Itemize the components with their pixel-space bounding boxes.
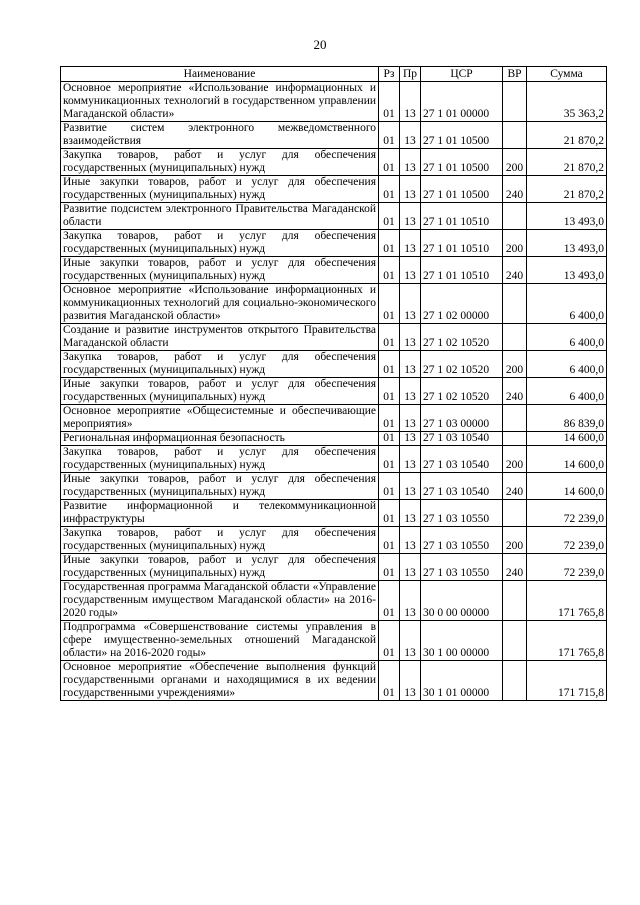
table-row <box>61 554 607 581</box>
cell-rz: 01 <box>379 176 400 203</box>
cell-rz: 01 <box>379 473 400 500</box>
cell-rz: 01 <box>379 661 400 701</box>
cell-sum: 171 715,8 <box>527 661 607 701</box>
cell-rz: 01 <box>379 122 400 149</box>
cell-csr: 27 1 01 10510 <box>421 203 503 230</box>
cell-csr: 27 1 03 10540 <box>421 432 503 446</box>
cell-name: Закупка товаров, работ и услуг для обеспечения государственных (муниципальных) нужд <box>61 230 379 257</box>
cell-pr: 13 <box>400 82 421 122</box>
cell-rz: 01 <box>379 378 400 405</box>
cell-csr: 27 1 01 10510 <box>421 230 503 257</box>
table-row <box>61 473 607 500</box>
cell-pr: 13 <box>400 378 421 405</box>
header-vr: ВР <box>503 67 527 82</box>
cell-vr: 200 <box>503 149 527 176</box>
cell-csr: 27 1 03 00000 <box>421 405 503 432</box>
cell-vr: 240 <box>503 473 527 500</box>
table-row <box>61 122 607 149</box>
cell-csr: 27 1 02 10520 <box>421 378 503 405</box>
cell-name: Закупка товаров, работ и услуг для обеспечения государственных (муниципальных) нужд <box>61 446 379 473</box>
cell-pr: 13 <box>400 500 421 527</box>
cell-name: Региональная информационная безопасность <box>61 432 379 446</box>
cell-pr: 13 <box>400 432 421 446</box>
cell-name: Закупка товаров, работ и услуг для обеспечения государственных (муниципальных) нужд <box>61 351 379 378</box>
cell-csr: 27 1 03 10550 <box>421 500 503 527</box>
cell-rz: 01 <box>379 581 400 621</box>
cell-sum: 72 239,0 <box>527 500 607 527</box>
cell-vr <box>503 581 527 621</box>
cell-name: Закупка товаров, работ и услуг для обеспечения государственных (муниципальных) нужд <box>61 149 379 176</box>
cell-sum: 72 239,0 <box>527 554 607 581</box>
cell-name: Государственная программа Магаданской области «Управление государственным имуществом Магаданской области» на 2016-2020 годы» <box>61 581 379 621</box>
cell-sum: 14 600,0 <box>527 446 607 473</box>
cell-csr: 27 1 02 10520 <box>421 351 503 378</box>
cell-rz: 01 <box>379 324 400 351</box>
cell-sum: 13 493,0 <box>527 203 607 230</box>
cell-rz: 01 <box>379 257 400 284</box>
cell-pr: 13 <box>400 554 421 581</box>
table-row <box>61 257 607 284</box>
cell-csr: 27 1 01 10510 <box>421 257 503 284</box>
cell-vr <box>503 324 527 351</box>
cell-vr: 240 <box>503 378 527 405</box>
table-row <box>61 378 607 405</box>
cell-pr: 13 <box>400 230 421 257</box>
cell-pr: 13 <box>400 284 421 324</box>
cell-csr: 27 1 02 10520 <box>421 324 503 351</box>
cell-name: Развитие информационной и телекоммуникационной инфраструктуры <box>61 500 379 527</box>
table-row <box>61 581 607 621</box>
cell-rz: 01 <box>379 203 400 230</box>
cell-pr: 13 <box>400 527 421 554</box>
cell-vr: 240 <box>503 554 527 581</box>
cell-vr <box>503 122 527 149</box>
table-row <box>61 527 607 554</box>
cell-name: Основное мероприятие «Использование информационных и коммуникационных технологий в государственном управлении Магаданской области» <box>61 82 379 122</box>
cell-sum: 21 870,2 <box>527 149 607 176</box>
cell-name: Иные закупки товаров, работ и услуг для обеспечения государственных (муниципальных) нужд <box>61 176 379 203</box>
cell-vr: 240 <box>503 176 527 203</box>
page-number: 20 <box>313 37 327 52</box>
cell-pr: 13 <box>400 203 421 230</box>
cell-vr: 200 <box>503 230 527 257</box>
header-rz: Рз <box>379 67 400 82</box>
cell-csr: 27 1 02 00000 <box>421 284 503 324</box>
table-row <box>61 432 607 446</box>
cell-sum: 6 400,0 <box>527 378 607 405</box>
cell-sum: 21 870,2 <box>527 122 607 149</box>
header-csr: ЦСР <box>421 67 503 82</box>
cell-csr: 27 1 01 10500 <box>421 149 503 176</box>
cell-sum: 35 363,2 <box>527 82 607 122</box>
cell-name: Основное мероприятие «Обеспечение выполнения функций государственными органами и находящимися в их ведении государственными учреждениями» <box>61 661 379 701</box>
cell-name: Иные закупки товаров, работ и услуг для обеспечения государственных (муниципальных) нужд <box>61 257 379 284</box>
table-row <box>61 82 607 122</box>
cell-name: Иные закупки товаров, работ и услуг для обеспечения государственных (муниципальных) нужд <box>61 554 379 581</box>
cell-pr: 13 <box>400 621 421 661</box>
cell-rz: 01 <box>379 149 400 176</box>
cell-vr <box>503 621 527 661</box>
cell-pr: 13 <box>400 473 421 500</box>
table-row <box>61 149 607 176</box>
cell-rz: 01 <box>379 554 400 581</box>
cell-csr: 30 1 01 00000 <box>421 661 503 701</box>
cell-pr: 13 <box>400 351 421 378</box>
cell-name: Основное мероприятие «Использование информационных и коммуникационных технологий для социально-экономического развития Магаданской области» <box>61 284 379 324</box>
cell-name: Основное мероприятие «Общесистемные и обеспечивающие мероприятия» <box>61 405 379 432</box>
budget-table <box>60 66 607 701</box>
cell-rz: 01 <box>379 284 400 324</box>
header-name: Наименование <box>61 67 379 82</box>
cell-vr: 200 <box>503 446 527 473</box>
table-row <box>61 284 607 324</box>
cell-csr: 30 0 00 00000 <box>421 581 503 621</box>
cell-sum: 14 600,0 <box>527 432 607 446</box>
cell-vr: 200 <box>503 527 527 554</box>
header-sum: Сумма <box>527 67 607 82</box>
cell-name: Подпрограмма «Совершенствование системы управления в сфере имущественно-земельных отношений Магаданской области» на 2016-2020 годы» <box>61 621 379 661</box>
cell-csr: 27 1 03 10550 <box>421 527 503 554</box>
cell-pr: 13 <box>400 661 421 701</box>
cell-sum: 13 493,0 <box>527 230 607 257</box>
cell-pr: 13 <box>400 122 421 149</box>
cell-csr: 27 1 01 00000 <box>421 82 503 122</box>
cell-vr: 240 <box>503 257 527 284</box>
cell-rz: 01 <box>379 621 400 661</box>
table-row <box>61 500 607 527</box>
header-pr: Пр <box>400 67 421 82</box>
cell-name: Иные закупки товаров, работ и услуг для обеспечения государственных (муниципальных) нужд <box>61 378 379 405</box>
cell-sum: 14 600,0 <box>527 473 607 500</box>
cell-pr: 13 <box>400 149 421 176</box>
cell-sum: 171 765,8 <box>527 581 607 621</box>
cell-name: Создание и развитие инструментов открытого Правительства Магаданской области <box>61 324 379 351</box>
cell-rz: 01 <box>379 432 400 446</box>
cell-rz: 01 <box>379 82 400 122</box>
cell-vr <box>503 500 527 527</box>
cell-vr <box>503 82 527 122</box>
cell-rz: 01 <box>379 230 400 257</box>
table-row <box>61 621 607 661</box>
table-header-row <box>61 67 607 82</box>
table-body <box>61 82 607 701</box>
cell-vr <box>503 405 527 432</box>
cell-pr: 13 <box>400 581 421 621</box>
cell-sum: 13 493,0 <box>527 257 607 284</box>
cell-csr: 27 1 03 10540 <box>421 473 503 500</box>
cell-name: Иные закупки товаров, работ и услуг для обеспечения государственных (муниципальных) нужд <box>61 473 379 500</box>
cell-csr: 27 1 01 10500 <box>421 176 503 203</box>
cell-sum: 6 400,0 <box>527 284 607 324</box>
cell-csr: 27 1 03 10550 <box>421 554 503 581</box>
cell-sum: 6 400,0 <box>527 351 607 378</box>
cell-pr: 13 <box>400 446 421 473</box>
cell-pr: 13 <box>400 176 421 203</box>
table-row <box>61 446 607 473</box>
cell-sum: 6 400,0 <box>527 324 607 351</box>
cell-csr: 27 1 03 10540 <box>421 446 503 473</box>
cell-rz: 01 <box>379 500 400 527</box>
cell-vr <box>503 432 527 446</box>
cell-pr: 13 <box>400 405 421 432</box>
cell-vr: 200 <box>503 351 527 378</box>
table-row <box>61 405 607 432</box>
cell-sum: 86 839,0 <box>527 405 607 432</box>
cell-sum: 21 870,2 <box>527 176 607 203</box>
cell-vr <box>503 203 527 230</box>
cell-name: Закупка товаров, работ и услуг для обеспечения государственных (муниципальных) нужд <box>61 527 379 554</box>
table-row <box>61 176 607 203</box>
table-row <box>61 203 607 230</box>
cell-rz: 01 <box>379 446 400 473</box>
cell-sum: 72 239,0 <box>527 527 607 554</box>
cell-vr <box>503 661 527 701</box>
cell-csr: 27 1 01 10500 <box>421 122 503 149</box>
cell-rz: 01 <box>379 527 400 554</box>
table-row <box>61 324 607 351</box>
cell-rz: 01 <box>379 351 400 378</box>
cell-pr: 13 <box>400 324 421 351</box>
cell-name: Развитие систем электронного межведомственного взаимодействия <box>61 122 379 149</box>
cell-name: Развитие подсистем электронного Правительства Магаданской области <box>61 203 379 230</box>
table-row <box>61 351 607 378</box>
cell-csr: 30 1 00 00000 <box>421 621 503 661</box>
cell-rz: 01 <box>379 405 400 432</box>
cell-sum: 171 765,8 <box>527 621 607 661</box>
cell-pr: 13 <box>400 257 421 284</box>
table-row <box>61 230 607 257</box>
table-row <box>61 661 607 701</box>
cell-vr <box>503 284 527 324</box>
